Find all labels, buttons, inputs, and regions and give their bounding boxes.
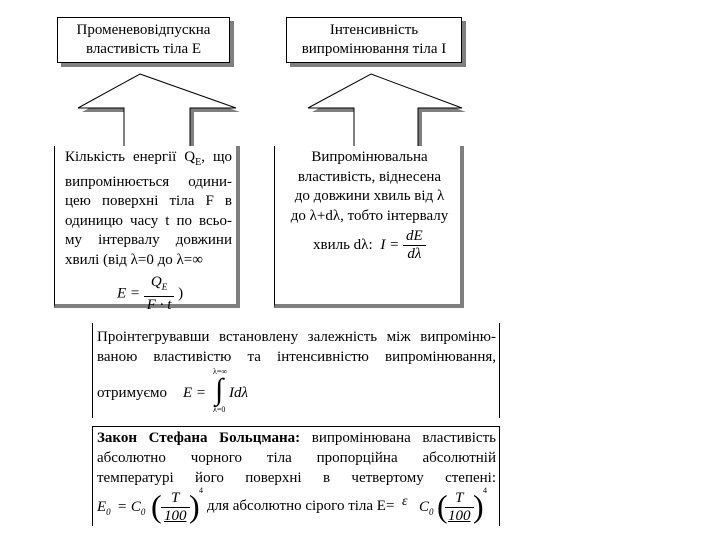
stefan-formula-row [97,488,496,526]
black-body-formula-lhs: $E_0$ [97,499,111,517]
black-body-fraction: $\frac{T}{100}$ [161,490,190,525]
left-panel-line1: Кількість енергії $Q_E$, що [65,149,232,168]
integral-upper-limit: λ=∞ [213,367,228,376]
stefan-box [92,426,500,526]
power-2: 4 [483,486,487,495]
right-panel-line4: до λ+dλ, тобто інтервалу [290,207,449,224]
integration-line1: Проінтегрувавши встановлену залежність між випроміню- [97,329,496,345]
paren-left-2: ( [437,488,448,524]
top-left-box-line2: властивість тіла Е [85,41,202,57]
intensity-formula-fraction: $\frac{dE}{d\lambda}$ [403,228,426,263]
integration-box [92,323,500,418]
energy-formula-lhs: E = [117,285,141,302]
power-1: 4 [199,486,203,495]
stefan-line3: температурі його поверхні в четвертому степені: [97,470,496,486]
integration-formula-lhs: E = [183,385,207,401]
paren-right-2: ) [473,488,484,524]
energy-formula-fraction: $\frac{Q_E}{F \cdot t}$ [144,274,175,314]
top-left-box [57,17,230,63]
left-panel-line6: хвилі (від λ=0 до λ=∞ [65,251,203,268]
top-right-box [286,17,462,63]
paren-left-1: ( [151,488,162,524]
black-body-formula-c: = $C_0$ [117,499,146,517]
integration-formula-row [97,367,496,417]
top-right-box-line2: випромінювання тіла І [301,41,447,57]
energy-formula [65,274,232,314]
paren-right-1: ) [189,488,200,524]
left-panel-line5: му інтервалу довжини [65,232,232,248]
stefan-line1: Закон Стефана Больцмана: випромінювана властивість [97,430,496,446]
integration-line2: ваною властивістю та інтенсивністю випромінювання, [97,349,496,365]
grey-body-fraction: $\frac{T}{100}$ [445,490,474,525]
intensity-formula-row [285,228,454,263]
left-panel [54,146,240,313]
right-panel-line1: Випромінювальна [311,149,428,165]
intensity-formula-lhs: I = [380,236,400,253]
integrand: Idλ [229,385,248,401]
right-panel-line5: хвиль dλ: [313,236,373,253]
grey-body-text: для абсолютно сірого тіла E= [207,498,395,514]
right-panel [274,146,464,308]
integral-lower-limit: λ=0 [213,405,226,414]
grey-body-formula-c: $C_0$ [419,499,434,517]
right-panel-line3: до довжини хвиль від λ [294,188,445,204]
energy-formula-close: ) [178,285,184,302]
left-panel-line3: цею поверхні тіла F в [65,193,232,209]
integration-line3: отримуємо [97,385,167,401]
stefan-title: Закон Стефана Больцмана: [97,430,301,446]
epsilon-symbol: ε [402,494,408,509]
left-panel-line4: одиницю часу t по всьо- [65,212,232,229]
left-panel-line2: випромінюється одини- [65,173,232,190]
top-left-box-line1: Променевовідпускна [76,22,211,38]
integral-sign: ∫ [215,373,224,406]
stefan-line2: абсолютно чорного тіла пропорційна абсолютній [97,450,496,466]
right-panel-line2: властивість, віднесена [297,168,442,185]
top-right-box-line1: Інтенсивність [329,22,419,38]
